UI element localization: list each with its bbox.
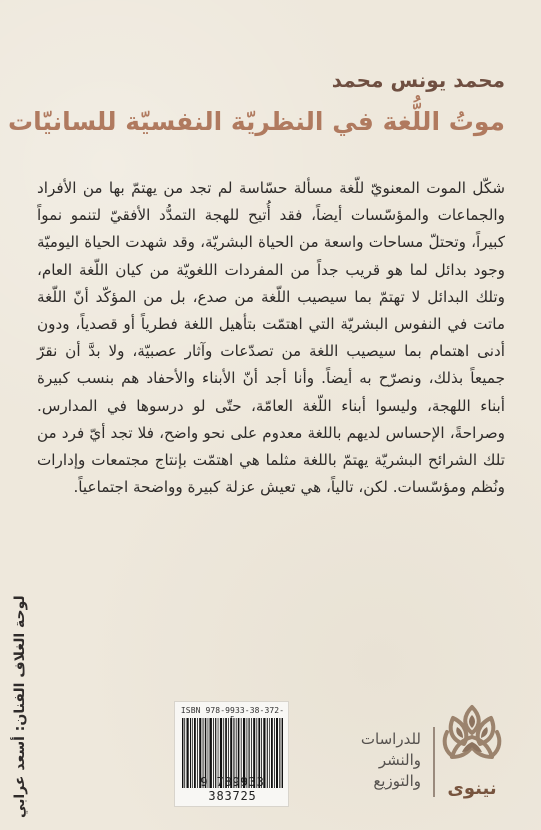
cover-paragraph: شكّل الموت المعنويّ للّغة مسألة حسّاسة لم تجد من يهتمّ بها من الأفراد والجماعات والمؤسّسات أيضاً، فقد أُتيح للهجة التمدُّد الأفقيّ لتنمو نمواً كبيراً، وتحتلّ مساحات واسعة من الحياة البشريّة، وقد شهدت الحياة اليوميّة وجود بدائل لما هو قريب جداً من المفردات اللغويّة من كيان اللّغة العام، وتلك البدائل لا تهتمّ بما سيصيب اللّغة من صدع، بل من المؤكّد أنّ اللّغة ماتت في النفوس البشريّة التي اهتمّت بتأهيل اللغة فطرياً أو قصدياً، ودون أدنى اهتمام بما سيصيب اللغة من تصدّعات وآثار عصبيّة، ولا بدَّ أن نقرّ جميعاً بذلك، ونصرّح به أيضاً. وأنا أجد أنّ الأبناء والأحفاد هم بنسب كبيرة أبناء اللهجة، وليسوا أبناء اللّغة العامّة، حتّى لو درسوها في المدارس. وصراحةً، الإحساس لديهم باللغة معدوم على نحو واضح، فلا تجد أيّ فرد من تلك الشرائح البشريّة يهتمّ باللغة مثلما هي اهتمّت بإنتاج مجتمعات وإدارات ونُظم ومؤسّسات. لكن، تالياً، هي تعيش عزلة كبيرة وواضحة اجتماعياً. xyxy=(37,179,505,497)
cover-artist-credit: لوحة الغلاف الفنان: أسعد عرابي xyxy=(12,595,28,818)
isbn-label: ISBN 978-9933-38-372- xyxy=(180,706,285,715)
publisher-logo xyxy=(431,697,513,807)
publisher-description: للدراسات والنشر والتوزيع xyxy=(360,730,421,790)
barcode-panel xyxy=(174,701,289,807)
book-title: موتُ اللُّغة في النظريّة النفسيّة للسانيّات xyxy=(8,107,505,136)
author-name: محمد يونس محمد xyxy=(331,68,505,92)
publisher-divider xyxy=(433,727,435,797)
publisher-name: نينوى xyxy=(447,778,497,799)
publisher-block xyxy=(303,697,513,809)
publisher-lotus-icon xyxy=(431,697,513,781)
isbn-number: 9 789933 383725 xyxy=(200,775,265,803)
